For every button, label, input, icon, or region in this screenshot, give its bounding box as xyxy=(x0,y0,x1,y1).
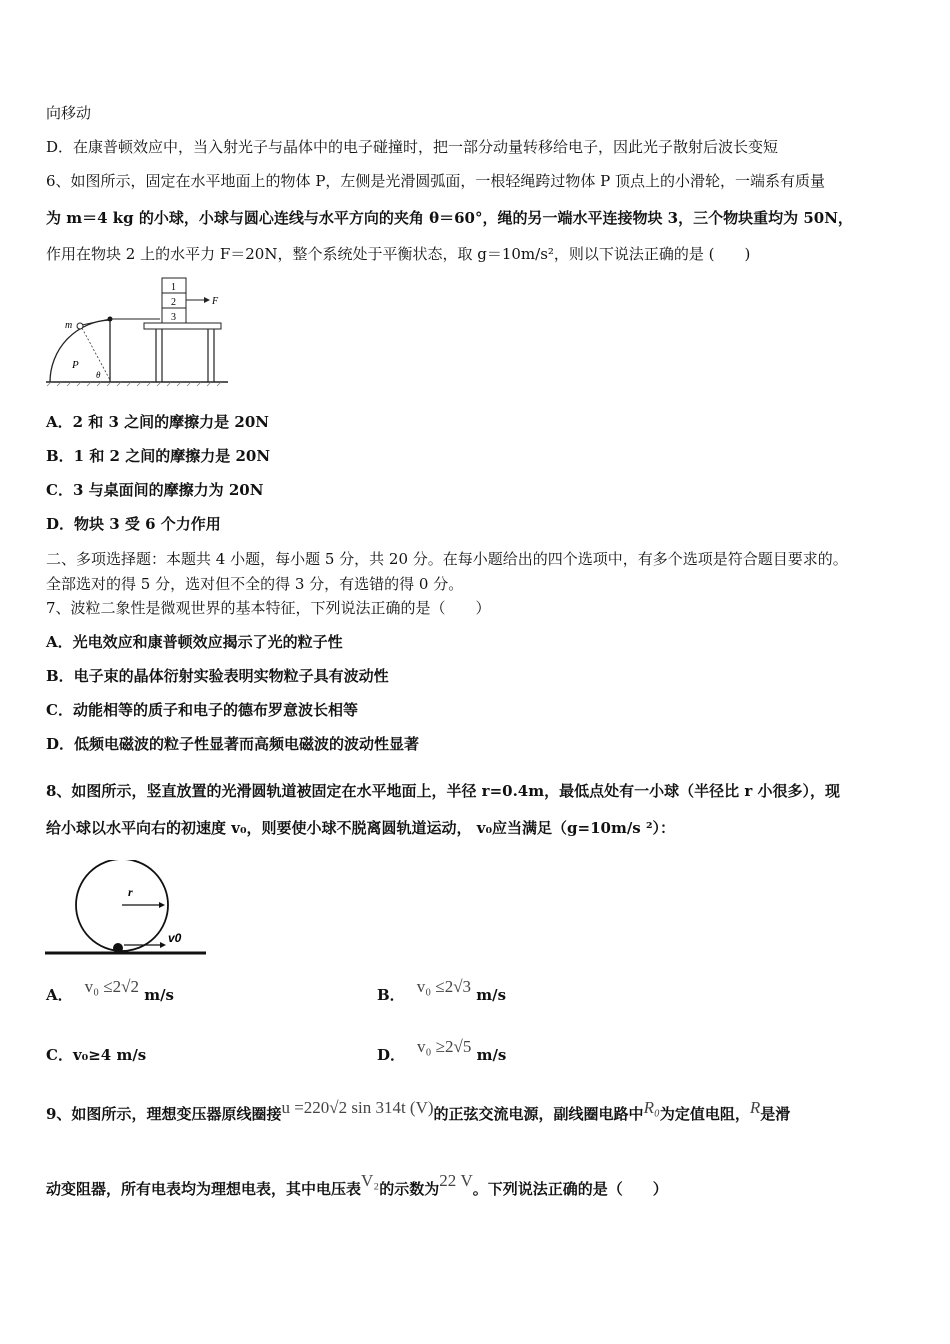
body-p-label: P xyxy=(72,359,79,371)
q6-line3: 作用在物块 2 上的水平力 F＝20N，整个系统处于平衡状态，取 g＝10m/s²，则以下说法正确的是 ( ) xyxy=(46,245,751,263)
option-d-label: D． xyxy=(377,1046,406,1064)
velocity-label: v0 xyxy=(168,931,182,945)
option-a-label: A． xyxy=(46,986,73,1004)
q8-figure xyxy=(44,860,209,960)
q7-option-c: C．动能相等的质子和电子的德布罗意波长相等 xyxy=(46,701,358,719)
option-b-math: v₀ ≤2√3 xyxy=(416,977,472,996)
q9-line2 xyxy=(46,1171,668,1199)
q6-option-b: B．1 和 2 之间的摩擦力是 20N xyxy=(46,447,271,465)
section2-line2: 全部选对的得 5 分，选对但不全的得 3 分，有选错的得 0 分。 xyxy=(46,575,464,593)
option-d-prev: D．在康普顿效应中，当入射光子与晶体中的电子碰撞时，把一部分动量转移给电子，因此光子散射后波长变短 xyxy=(46,138,779,156)
q6-option-a: A．2 和 3 之间的摩擦力是 20N xyxy=(46,413,269,431)
q8-line2: 给小球以水平向右的初速度 v₀，则要使小球不脱离圆轨道运动， v₀应当满足（g=10m/s ²）： xyxy=(46,819,676,837)
option-b-unit: m/s xyxy=(471,986,507,1004)
q6-line2: 为 m＝4 kg 的小球，小球与圆心连线与水平方向的夹角 θ＝60°，绳的另一端水平连接物块 3，三个物块重均为 50N， xyxy=(46,209,853,227)
q7-option-d: D．低频电磁波的粒子性显著而高频电磁波的波动性显著 xyxy=(46,735,420,753)
q9-22v-value: 22 V xyxy=(439,1171,473,1190)
option-a-math: v₀ ≤2√2 xyxy=(84,977,139,996)
q9-v2-symbol: V₂ xyxy=(361,1171,380,1190)
force-label: F xyxy=(212,296,219,307)
option-b-label: B． xyxy=(377,986,405,1004)
q6-line1: 6、如图所示，固定在水平地面上的物体 P，左侧是光滑圆弧面，一根轻绳跨过物体 P 顶点上的小滑轮，一端系有质量 xyxy=(46,172,826,190)
option-a-unit: m/s xyxy=(138,986,175,1004)
q9-text-6: 的示数为 xyxy=(379,1180,440,1198)
q7-stem: 7、波粒二象性是微观世界的基本特征，下列说法正确的是（ ） xyxy=(46,599,491,617)
q9-voltage-formula: u =220√2 sin 314t (V) xyxy=(281,1098,434,1117)
option-d-math: v₀ ≥2√5 xyxy=(417,1037,472,1056)
text-line: 向移动 xyxy=(46,104,92,122)
q6-option-c: C．3 与桌面间的摩擦力为 20N xyxy=(46,481,264,499)
q8-option-b xyxy=(377,977,507,1005)
block-1-label: 1 xyxy=(171,282,176,293)
q8-line1: 8、如图所示，竖直放置的光滑圆轨道被固定在水平地面上，半径 r=0.4m，最低点处有一小球（半径比 r 小很多），现 xyxy=(46,782,840,800)
q9-text-7: 。下列说法正确的是（ ） xyxy=(472,1180,668,1198)
q7-option-b: B．电子束的晶体衍射实验表明实物粒子具有波动性 xyxy=(46,667,389,685)
section2-line1: 二、多项选择题：本题共 4 小题，每小题 5 分，共 20 分。在每小题给出的四个选项中，有多个选项是符合题目要求的。 xyxy=(46,550,848,568)
q8-option-d xyxy=(377,1037,507,1065)
block-3-label: 3 xyxy=(171,312,176,323)
q9-r-symbol: R xyxy=(749,1098,761,1117)
q9-text-4: 是滑 xyxy=(760,1105,791,1123)
radius-label: r xyxy=(128,885,133,899)
ball-label: m xyxy=(65,320,73,331)
option-d-unit: m/s xyxy=(471,1046,507,1064)
q6-figure xyxy=(46,275,231,387)
q9-text-1: 9、如图所示，理想变压器原线圈接 xyxy=(46,1105,282,1123)
q9-text-2: 的正弦交流电源，副线圈电路中 xyxy=(433,1105,644,1123)
q9-text-3: 为定值电阻， xyxy=(659,1105,750,1123)
q7-option-a: A．光电效应和康普顿效应揭示了光的粒子性 xyxy=(46,633,343,651)
q8-option-a xyxy=(46,977,175,1005)
block-2-label: 2 xyxy=(171,297,176,308)
q9-r0-symbol: R₀ xyxy=(643,1098,660,1117)
q9-line1 xyxy=(46,1098,791,1124)
angle-label: θ xyxy=(96,370,101,380)
q6-option-d: D．物块 3 受 6 个力作用 xyxy=(46,515,221,533)
q8-option-c: C．v₀≥4 m/s xyxy=(46,1046,147,1064)
q9-text-5: 动变阻器，所有电表均为理想电表，其中电压表 xyxy=(46,1180,362,1198)
